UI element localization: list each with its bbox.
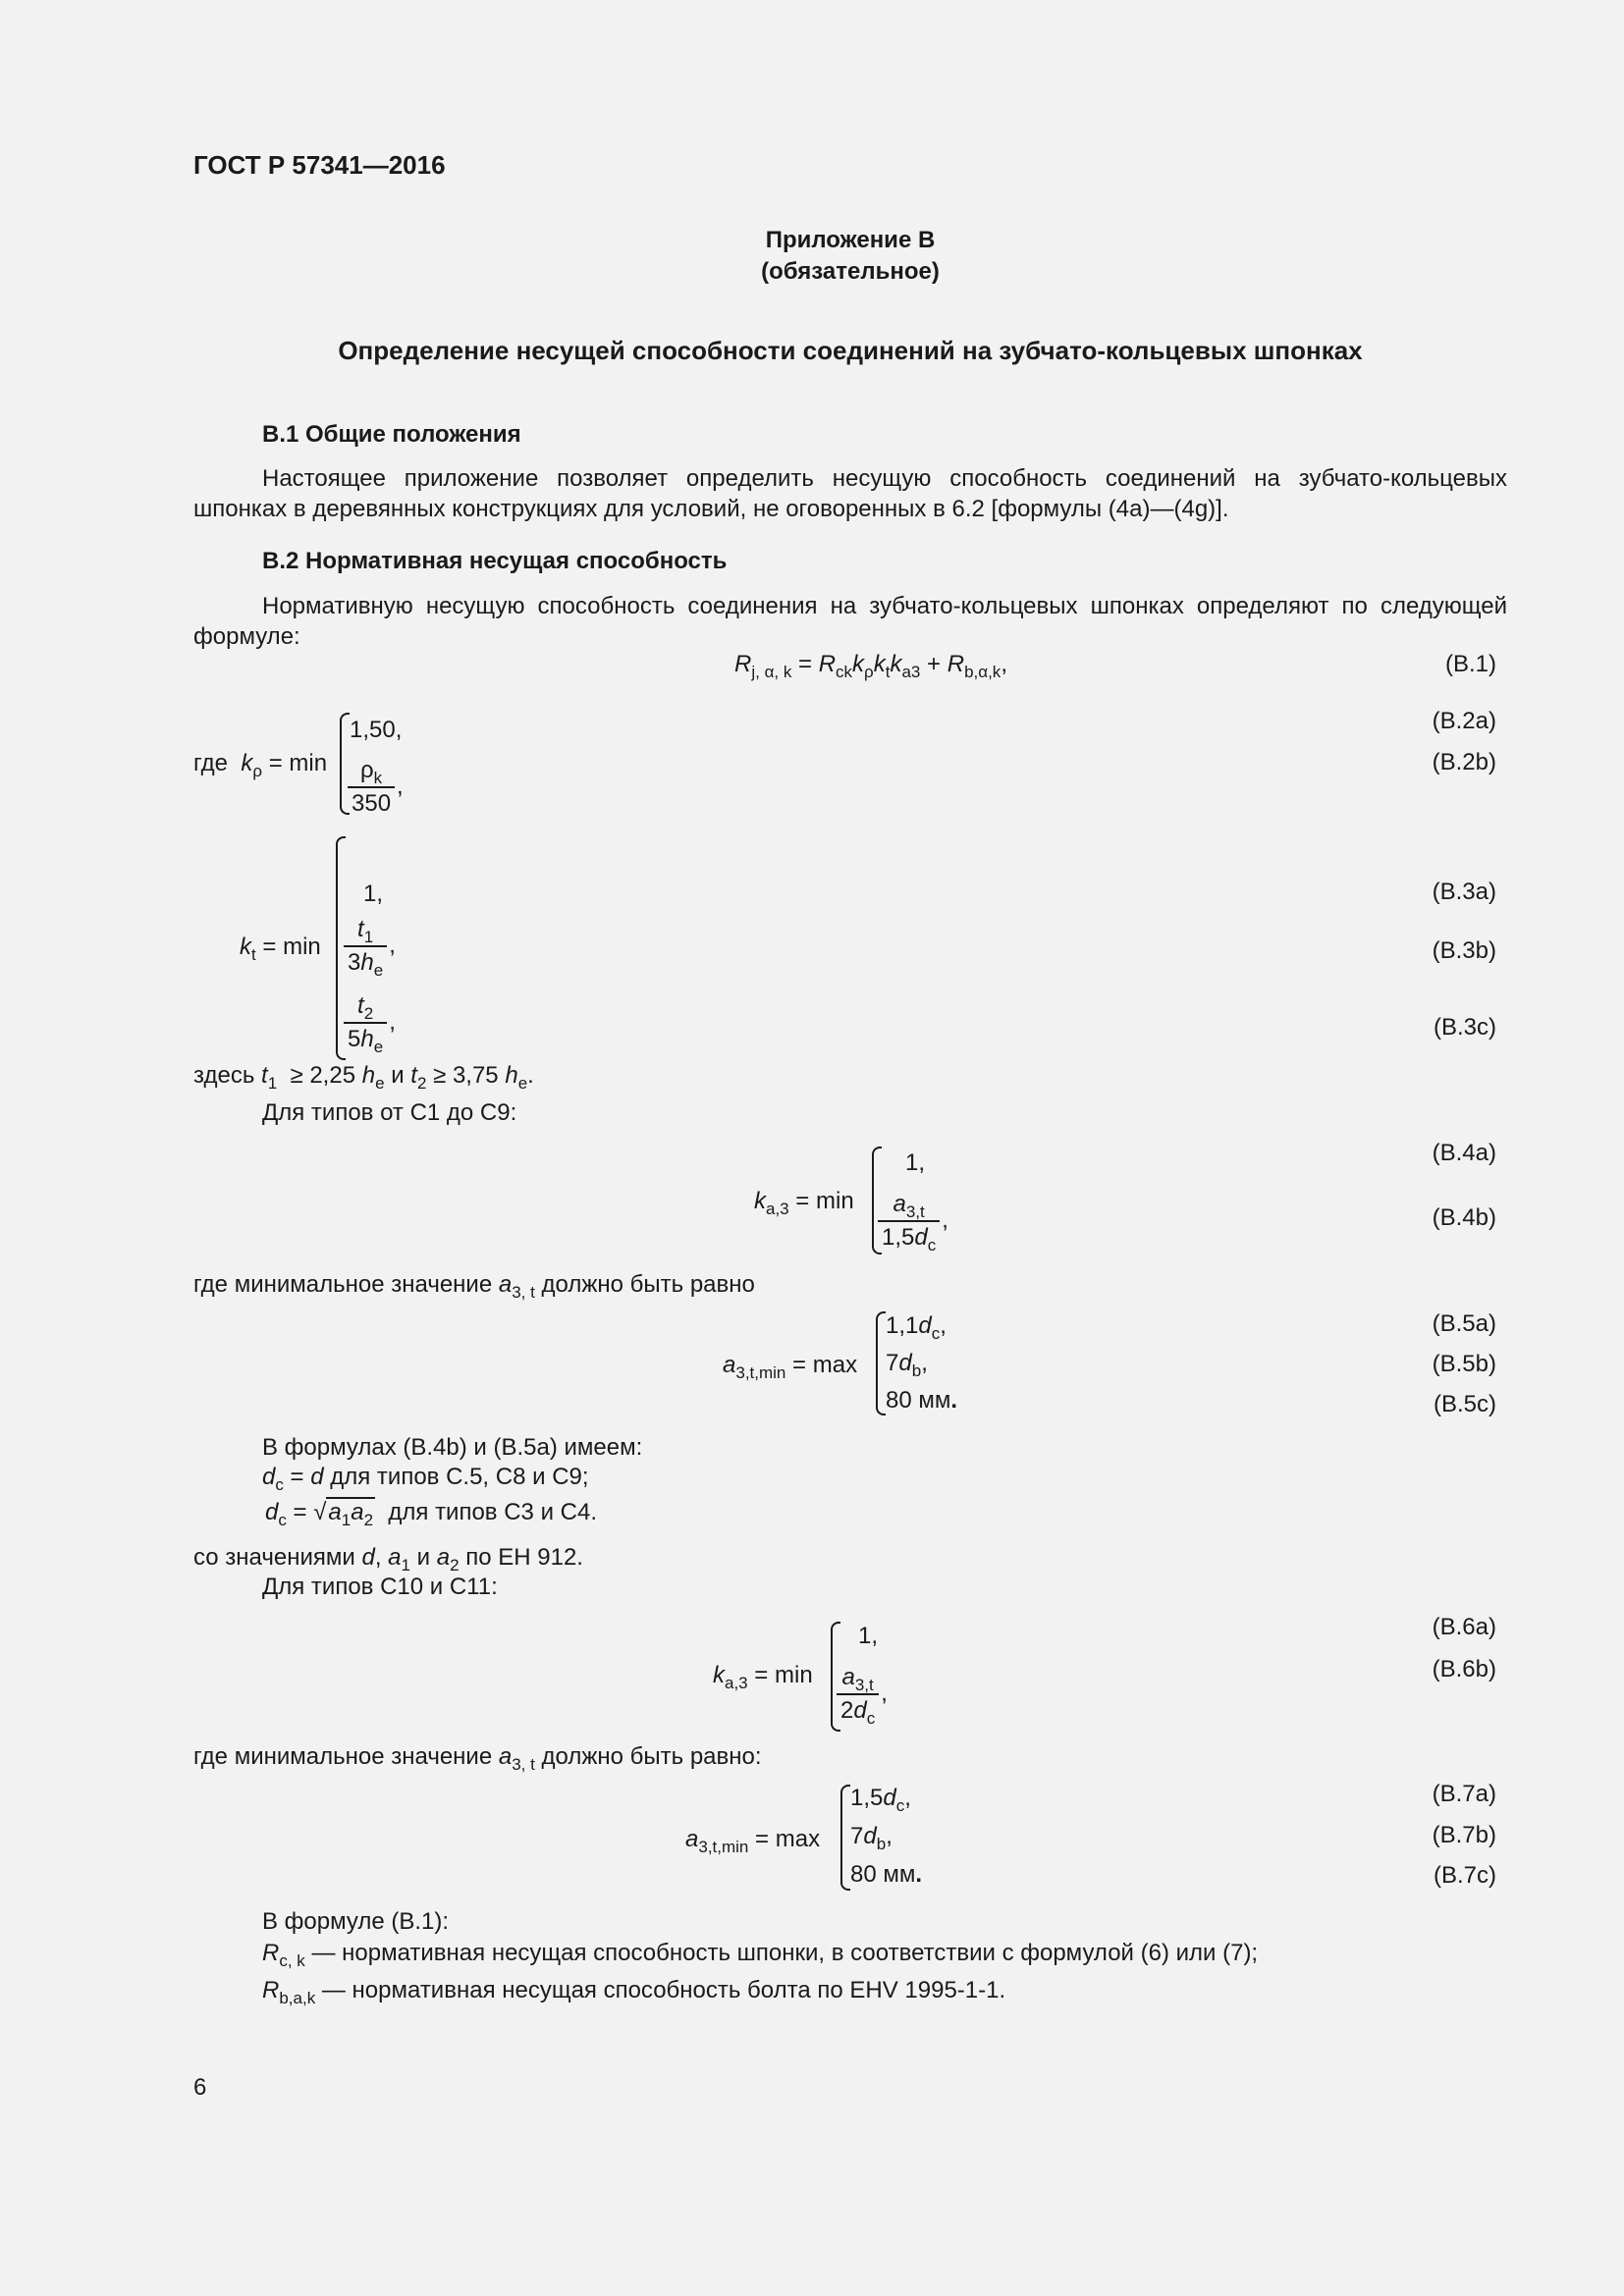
appendix-title: Приложение В [765,227,936,253]
rck-definition: $R_{c, k}$ — нормативная несущая способность шпонки, в соответствии с формулой (6) или (7); [262,1940,1259,1970]
eq-label-b4a: (В.4a) [1432,1140,1496,1166]
formula-b1: $R_{j, \alpha, k} = R_{ck}k_\rho k_tk_{a3} + R_{b,\alpha,k}$, [734,651,1007,681]
eq-label-b7a: (В.7a) [1432,1781,1496,1807]
types-c1-c9: Для типов от С1 до С9: [262,1099,517,1126]
dc-definition-2: $d_c = √a_1a_2$ для типов С3 и С4. [265,1499,597,1529]
rbak-definition: $R_{b,a,k}$ — нормативная несущая способность болта по ЕНV 1995-1-1. [262,1977,1006,2007]
b4-case-1: 1, [905,1149,926,1176]
where-min-a3-1: где минимальное значение $a_{3, t}$ должно быть равно [193,1271,755,1302]
types-c10-c11: Для типов С10 и С11: [262,1574,498,1600]
b6-case-1: 1, [858,1623,879,1649]
document-title: Определение несущей способности соединений на зубчато-кольцевых шпонках [338,336,1363,365]
in-formulas: В формулах (В.4b) и (В.5a) имеем: [262,1434,643,1461]
b2-case-1: 1,50, [350,717,403,743]
b6-case-2: $\frac{a_{3,t}}{2d_c}$ , [835,1663,888,1726]
formula-b6-lhs: $k_{a,3} = \min$ [713,1662,813,1692]
eq-label-b7c: (В.7c) [1433,1862,1496,1889]
eq-label-b6b: (В.6b) [1432,1656,1496,1682]
page-number: 6 [193,2074,207,2101]
b3-case-3: $\frac{t_2}{5h_e}$ , [342,991,396,1054]
formula-b2-lhs: где $k_\rho = \min$ [193,750,328,780]
where-min-a3-2: где минимальное значение $a_{3, t}$ должно быть равно: [193,1743,762,1774]
formula-b5-lhs: $a_{3,t,min} = \max$ [723,1352,858,1382]
eq-label-b1: (В.1) [1444,651,1496,677]
b2-case-2: $\frac{\rho_k}{350}$ , [346,756,404,819]
b5-case-1: $1,1d_c$, [886,1312,947,1343]
b7-case-1: $1,5d_c$, [850,1785,911,1815]
b3-case-2: $\frac{t_1}{3h_e}$ , [342,915,396,978]
section-2-text: Нормативную несущую способность соединения на зубчато-кольцевых шпонках определяют по следующей формуле: [193,593,1507,651]
b7-case-2: $7d_b$, [850,1823,893,1853]
section-1-heading: В.1 Общие положения [262,421,521,448]
formula-b4-lhs: $k_{a,3} = \min$ [754,1188,854,1218]
section-1-text: Настоящее приложение позволяет определить несущую способность соединений на зубчато-кольцевых шпонках в деревянных конструкциях для условий, не оговоренных в 6.2 [формулы (4a)—(4g)]. [193,465,1507,523]
b3-condition: здесь $t_1 \ge 2,25$ $h_e$ и $t_2 \ge 3,75$ $h_e$. [193,1062,534,1093]
standard-number: ГОСТ Р 57341—2016 [193,150,446,180]
dc-definition-1: $d_c = d$ для типов С.5, С8 и С9; [262,1464,589,1494]
eq-label-b5c: (В.5c) [1433,1391,1496,1417]
section-2-heading: В.2 Нормативная несущая способность [262,548,728,574]
brace-b5 [876,1311,886,1415]
eq-label-b5a: (В.5a) [1432,1310,1496,1337]
eq-label-b6a: (В.6a) [1432,1614,1496,1640]
formula-b3-lhs: $k_t = \min$ [240,934,321,964]
with-values: со значениями d, $a_1$ и $a_2$ по ЕН 912. [193,1544,583,1575]
eq-label-b2b: (В.2b) [1432,749,1496,775]
b5-case-3: 80 мм. [886,1387,958,1414]
in-formula-b1: В формуле (В.1): [262,1908,450,1935]
appendix-status: (обязательное) [761,258,940,285]
eq-label-b4b: (В.4b) [1432,1204,1496,1231]
b5-case-2: $7d_b$, [886,1350,928,1380]
b4-case-2: $\frac{a_{3,t}}{1,5d_c}$ , [876,1190,948,1253]
eq-label-b3b: (В.3b) [1432,937,1496,964]
b7-case-3: 80 мм. [850,1861,923,1888]
eq-label-b7b: (В.7b) [1432,1822,1496,1848]
eq-label-b5b: (В.5b) [1432,1351,1496,1377]
b3-case-1: 1, [363,881,384,907]
eq-label-b2a: (В.2a) [1432,708,1496,734]
eq-label-b3a: (В.3a) [1432,879,1496,905]
eq-label-b3c: (В.3c) [1433,1014,1496,1041]
brace-b7 [840,1785,850,1891]
formula-b7-lhs: $a_{3,t,min} = \max$ [685,1826,821,1856]
